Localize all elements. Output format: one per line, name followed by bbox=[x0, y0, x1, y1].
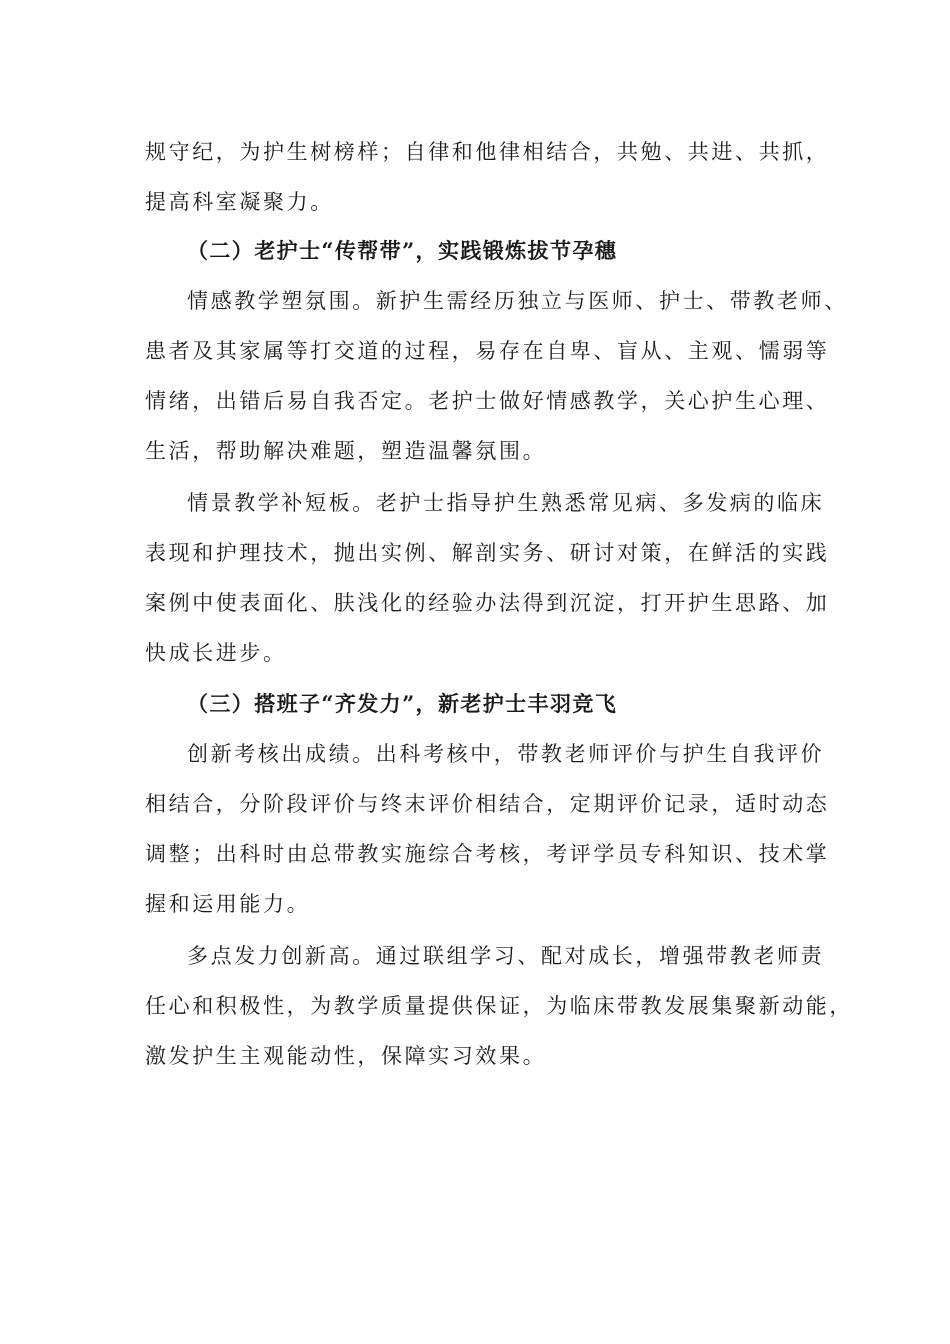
text-line: 调整；出科时由总带教实施综合考核，考评学员专科知识、技术掌 bbox=[145, 842, 830, 866]
section-heading-2 bbox=[145, 226, 810, 276]
text-line: 情绪，出错后易自我否定。老护士做好情感教学，关心护生心理、 bbox=[145, 389, 830, 413]
text-line: 生活，帮助解决难题，塑造温馨氛围。 bbox=[145, 439, 547, 463]
text-line: 多点发力创新高。通过联组学习、配对成长，增强带教老师责 bbox=[187, 944, 825, 968]
text-line: 规守纪，为护生树榜样；自律和他律相结合，共勉、共进、共抓， bbox=[145, 140, 830, 164]
text-line: 患者及其家属等打交道的过程，易存在自卑、盲从、主观、懦弱等 bbox=[145, 339, 830, 363]
intro-paragraph bbox=[145, 127, 830, 227]
text-line: 快成长进步。 bbox=[145, 641, 287, 665]
text-line: 情感教学塑氛围。新护生需经历独立与医师、护士、带教老师、 bbox=[187, 289, 848, 313]
text-line: 提高科室凝聚力。 bbox=[145, 190, 334, 214]
text-line: 案例中使表面化、肤浅化的经验办法得到沉淀，打开护生思路、加 bbox=[145, 591, 830, 615]
section3-paragraph-1 bbox=[145, 729, 830, 929]
text-line: 相结合，分阶段评价与终末评价相结合，定期评价记录，适时动态 bbox=[145, 792, 830, 816]
section2-paragraph-2 bbox=[145, 478, 830, 678]
text-line: 表现和护理技术，抛出实例、解剖实务、研讨对策，在鲜活的实践 bbox=[145, 541, 830, 565]
heading-text: （二）老护士“传帮带”，实践锻炼拔节孕穗 bbox=[187, 238, 618, 263]
text-line: 情景教学补短板。老护士指导护生熟悉常见病、多发病的临床 bbox=[187, 491, 825, 515]
text-line: 任心和积极性，为教学质量提供保证，为临床带教发展集聚新动能， bbox=[145, 994, 853, 1018]
text-line: 创新考核出成绩。出科考核中，带教老师评价与护生自我评价 bbox=[187, 742, 825, 766]
heading-text: （三）搭班子“齐发力”，新老护士丰羽竞飞 bbox=[187, 691, 618, 716]
section-heading-3 bbox=[145, 679, 810, 729]
section2-paragraph-1 bbox=[145, 276, 848, 476]
text-line: 握和运用能力。 bbox=[145, 892, 311, 916]
section3-paragraph-2 bbox=[145, 931, 853, 1081]
text-line: 激发护生主观能动性，保障实习效果。 bbox=[145, 1044, 547, 1068]
